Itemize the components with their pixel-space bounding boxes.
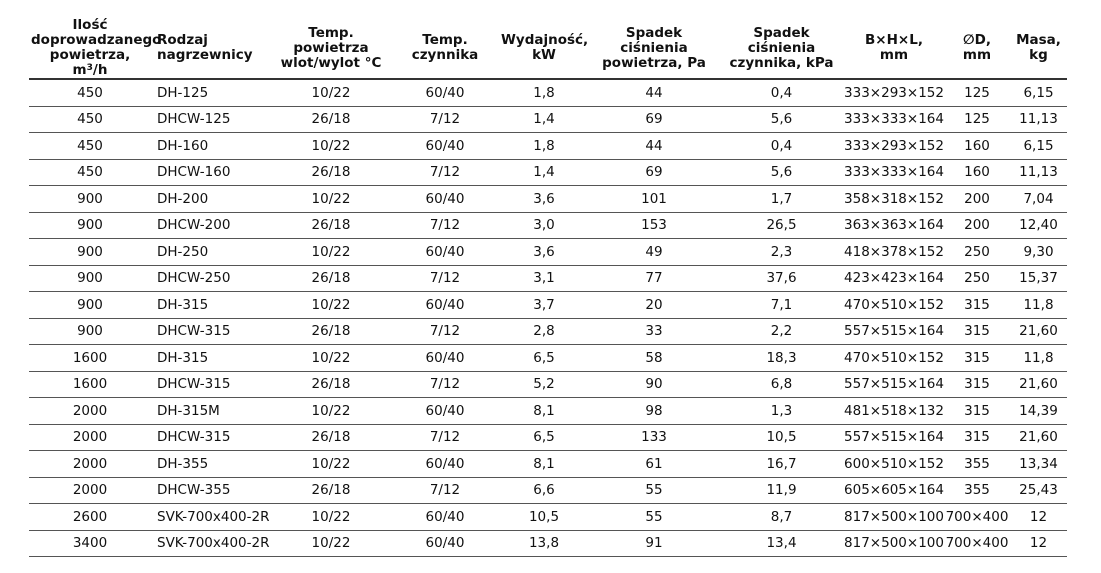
cell-heater-type: DHCW-355 <box>151 477 271 504</box>
cell-capacity: 1,8 <box>499 79 589 106</box>
cell-heater-type: DH-250 <box>151 239 271 266</box>
cell-capacity: 10,5 <box>499 504 589 531</box>
header-heater-type-line1: Rodzaj <box>157 32 208 48</box>
cell-air-temp: 10/22 <box>271 186 391 213</box>
cell-dimensions: 605×605×164 <box>844 477 944 504</box>
cell-medium-temp: 60/40 <box>391 79 499 106</box>
header-air-volume-line2: doprowadzanego <box>31 32 162 48</box>
cell-heater-type: DHCW-315 <box>151 424 271 451</box>
cell-air-volume: 900 <box>29 212 151 239</box>
header-mass <box>1010 18 1067 79</box>
table-row <box>29 239 1067 266</box>
cell-heater-type: SVK-700x400-2R <box>151 504 271 531</box>
table-header-row <box>29 18 1067 79</box>
cell-mass: 11,8 <box>1010 345 1067 372</box>
table-row <box>29 79 1067 106</box>
table-row <box>29 265 1067 292</box>
table-row <box>29 212 1067 239</box>
cell-diameter: 355 <box>944 451 1010 478</box>
cell-medium-pressure-drop: 37,6 <box>719 265 844 292</box>
cell-mass: 6,15 <box>1010 133 1067 160</box>
cell-air-pressure-drop: 44 <box>589 79 719 106</box>
cell-heater-type: DH-125 <box>151 79 271 106</box>
table-body <box>29 79 1067 557</box>
header-medium-pressure-drop <box>719 18 844 79</box>
cell-diameter: 250 <box>944 265 1010 292</box>
heater-spec-table-container <box>29 18 1067 557</box>
cell-air-temp: 10/22 <box>271 398 391 425</box>
table-row <box>29 345 1067 372</box>
cell-dimensions: 817×500×100 <box>844 530 944 557</box>
cell-mass: 9,30 <box>1010 239 1067 266</box>
header-air-pressure-drop-line1: Spadek ciśnienia <box>620 24 688 56</box>
cell-capacity: 1,4 <box>499 106 589 133</box>
header-medium-pressure-drop-line1: Spadek ciśnienia <box>747 24 816 56</box>
cell-diameter: 355 <box>944 477 1010 504</box>
cell-medium-pressure-drop: 11,9 <box>719 477 844 504</box>
cell-air-pressure-drop: 153 <box>589 212 719 239</box>
cell-capacity: 3,1 <box>499 265 589 292</box>
cell-air-temp: 26/18 <box>271 318 391 345</box>
cell-capacity: 6,6 <box>499 477 589 504</box>
table-row <box>29 398 1067 425</box>
header-air-pressure-drop <box>589 18 719 79</box>
cell-air-pressure-drop: 20 <box>589 292 719 319</box>
cell-mass: 21,60 <box>1010 318 1067 345</box>
cell-diameter: 315 <box>944 424 1010 451</box>
cell-air-temp: 26/18 <box>271 106 391 133</box>
cell-dimensions: 817×500×100 <box>844 504 944 531</box>
cell-diameter: 700×400 <box>944 530 1010 557</box>
cell-medium-temp: 7/12 <box>391 159 499 186</box>
cell-medium-pressure-drop: 2,3 <box>719 239 844 266</box>
cell-medium-temp: 60/40 <box>391 398 499 425</box>
cell-medium-pressure-drop: 5,6 <box>719 159 844 186</box>
header-air-temp-line2: powietrza <box>293 39 369 56</box>
cell-diameter: 160 <box>944 159 1010 186</box>
cell-diameter: 160 <box>944 133 1010 160</box>
cell-air-volume: 900 <box>29 292 151 319</box>
header-medium-temp-line1: Temp. <box>422 32 468 48</box>
cell-air-pressure-drop: 77 <box>589 265 719 292</box>
cell-capacity: 6,5 <box>499 424 589 451</box>
cell-capacity: 6,5 <box>499 345 589 372</box>
cell-medium-temp: 7/12 <box>391 318 499 345</box>
cell-air-temp: 26/18 <box>271 371 391 398</box>
heater-spec-table <box>29 18 1067 557</box>
cell-air-volume: 1600 <box>29 345 151 372</box>
cell-medium-pressure-drop: 16,7 <box>719 451 844 478</box>
cell-air-temp: 10/22 <box>271 133 391 160</box>
cell-mass: 11,8 <box>1010 292 1067 319</box>
cell-medium-temp: 7/12 <box>391 212 499 239</box>
cell-dimensions: 333×333×164 <box>844 106 944 133</box>
cell-dimensions: 333×333×164 <box>844 159 944 186</box>
header-air-volume <box>29 17 162 79</box>
cell-medium-temp: 7/12 <box>391 477 499 504</box>
header-air-temp-line1: Temp. <box>308 24 354 41</box>
cell-medium-pressure-drop: 1,7 <box>719 186 844 213</box>
cell-air-volume: 2000 <box>29 398 151 425</box>
cell-air-volume: 900 <box>29 265 151 292</box>
cell-dimensions: 333×293×152 <box>844 79 944 106</box>
cell-heater-type: DH-315M <box>151 398 271 425</box>
cell-medium-temp: 60/40 <box>391 451 499 478</box>
cell-medium-temp: 7/12 <box>391 424 499 451</box>
header-mass-line1: Masa, <box>1016 32 1061 48</box>
cell-heater-type: DH-315 <box>151 345 271 372</box>
cell-medium-temp: 60/40 <box>391 504 499 531</box>
table-row <box>29 371 1067 398</box>
header-air-volume-sup: 3 <box>86 63 93 73</box>
cell-air-temp: 26/18 <box>271 477 391 504</box>
cell-medium-temp: 60/40 <box>391 292 499 319</box>
cell-dimensions: 557×515×164 <box>844 318 944 345</box>
table-row <box>29 133 1067 160</box>
cell-medium-pressure-drop: 0,4 <box>719 79 844 106</box>
cell-air-volume: 450 <box>29 79 151 106</box>
table-row <box>29 159 1067 186</box>
cell-diameter: 250 <box>944 239 1010 266</box>
cell-capacity: 3,0 <box>499 212 589 239</box>
cell-air-pressure-drop: 61 <box>589 451 719 478</box>
cell-diameter: 125 <box>944 79 1010 106</box>
cell-dimensions: 333×293×152 <box>844 133 944 160</box>
cell-capacity: 3,6 <box>499 239 589 266</box>
header-air-volume-line1: Ilość <box>72 17 108 33</box>
header-medium-pressure-drop-line2: czynnika, kPa <box>729 54 834 71</box>
cell-air-pressure-drop: 49 <box>589 239 719 266</box>
table-row <box>29 424 1067 451</box>
header-heater-type <box>151 18 271 79</box>
cell-air-volume: 2000 <box>29 477 151 504</box>
cell-air-volume: 2000 <box>29 451 151 478</box>
cell-dimensions: 481×518×132 <box>844 398 944 425</box>
cell-medium-temp: 60/40 <box>391 239 499 266</box>
cell-medium-pressure-drop: 1,3 <box>719 398 844 425</box>
cell-air-volume: 900 <box>29 186 151 213</box>
header-heater-type-line2: nagrzewnicy <box>157 47 253 63</box>
cell-heater-type: DHCW-250 <box>151 265 271 292</box>
cell-mass: 21,60 <box>1010 424 1067 451</box>
cell-heater-type: DHCW-315 <box>151 318 271 345</box>
cell-air-volume: 1600 <box>29 371 151 398</box>
table-row <box>29 186 1067 213</box>
cell-air-pressure-drop: 44 <box>589 133 719 160</box>
cell-air-temp: 10/22 <box>271 79 391 106</box>
cell-diameter: 315 <box>944 292 1010 319</box>
header-air-volume-line3b: /h <box>92 62 108 78</box>
cell-dimensions: 470×510×152 <box>844 345 944 372</box>
cell-mass: 12 <box>1010 504 1067 531</box>
cell-heater-type: DHCW-125 <box>151 106 271 133</box>
cell-medium-pressure-drop: 2,2 <box>719 318 844 345</box>
table-row <box>29 451 1067 478</box>
cell-capacity: 2,8 <box>499 318 589 345</box>
cell-diameter: 200 <box>944 212 1010 239</box>
header-air-pressure-drop-line2: powietrza, Pa <box>602 54 706 71</box>
cell-medium-temp: 7/12 <box>391 371 499 398</box>
cell-air-pressure-drop: 69 <box>589 159 719 186</box>
cell-air-pressure-drop: 101 <box>589 186 719 213</box>
cell-mass: 11,13 <box>1010 159 1067 186</box>
cell-diameter: 315 <box>944 398 1010 425</box>
cell-air-volume: 3400 <box>29 530 151 557</box>
table-row <box>29 477 1067 504</box>
cell-medium-pressure-drop: 5,6 <box>719 106 844 133</box>
cell-heater-type: DH-160 <box>151 133 271 160</box>
cell-medium-pressure-drop: 10,5 <box>719 424 844 451</box>
header-capacity <box>499 18 589 79</box>
cell-air-pressure-drop: 91 <box>589 530 719 557</box>
cell-mass: 14,39 <box>1010 398 1067 425</box>
header-medium-temp <box>391 18 499 79</box>
cell-mass: 13,34 <box>1010 451 1067 478</box>
cell-mass: 12,40 <box>1010 212 1067 239</box>
cell-medium-pressure-drop: 7,1 <box>719 292 844 319</box>
cell-air-temp: 26/18 <box>271 159 391 186</box>
cell-air-pressure-drop: 133 <box>589 424 719 451</box>
cell-air-volume: 2600 <box>29 504 151 531</box>
cell-air-volume: 450 <box>29 106 151 133</box>
header-dimensions-line1: B×H×L, <box>865 32 923 48</box>
cell-medium-pressure-drop: 13,4 <box>719 530 844 557</box>
cell-air-volume: 900 <box>29 239 151 266</box>
cell-diameter: 125 <box>944 106 1010 133</box>
cell-diameter: 200 <box>944 186 1010 213</box>
cell-capacity: 8,1 <box>499 451 589 478</box>
table-row <box>29 530 1067 557</box>
cell-air-temp: 26/18 <box>271 265 391 292</box>
cell-diameter: 315 <box>944 318 1010 345</box>
cell-dimensions: 363×363×164 <box>844 212 944 239</box>
cell-air-pressure-drop: 55 <box>589 477 719 504</box>
cell-heater-type: SVK-700x400-2R <box>151 530 271 557</box>
header-capacity-line1: Wydajność, <box>501 32 589 48</box>
cell-dimensions: 423×423×164 <box>844 265 944 292</box>
cell-heater-type: DH-315 <box>151 292 271 319</box>
cell-air-pressure-drop: 58 <box>589 345 719 372</box>
cell-mass: 11,13 <box>1010 106 1067 133</box>
cell-medium-temp: 60/40 <box>391 133 499 160</box>
cell-air-pressure-drop: 69 <box>589 106 719 133</box>
cell-capacity: 1,8 <box>499 133 589 160</box>
cell-air-temp: 26/18 <box>271 424 391 451</box>
cell-medium-pressure-drop: 18,3 <box>719 345 844 372</box>
cell-air-temp: 10/22 <box>271 292 391 319</box>
table-row <box>29 318 1067 345</box>
cell-air-pressure-drop: 90 <box>589 371 719 398</box>
cell-air-temp: 10/22 <box>271 530 391 557</box>
cell-capacity: 3,7 <box>499 292 589 319</box>
cell-medium-temp: 7/12 <box>391 106 499 133</box>
cell-medium-temp: 60/40 <box>391 530 499 557</box>
cell-heater-type: DH-200 <box>151 186 271 213</box>
cell-medium-pressure-drop: 0,4 <box>719 133 844 160</box>
cell-heater-type: DHCW-160 <box>151 159 271 186</box>
header-air-temp <box>271 18 391 79</box>
cell-air-pressure-drop: 33 <box>589 318 719 345</box>
cell-medium-pressure-drop: 6,8 <box>719 371 844 398</box>
cell-mass: 21,60 <box>1010 371 1067 398</box>
cell-dimensions: 418×378×152 <box>844 239 944 266</box>
cell-air-volume: 2000 <box>29 424 151 451</box>
cell-air-temp: 10/22 <box>271 504 391 531</box>
cell-mass: 15,37 <box>1010 265 1067 292</box>
cell-capacity: 8,1 <box>499 398 589 425</box>
cell-mass: 7,04 <box>1010 186 1067 213</box>
cell-mass: 25,43 <box>1010 477 1067 504</box>
table-row <box>29 292 1067 319</box>
cell-capacity: 3,6 <box>499 186 589 213</box>
cell-mass: 12 <box>1010 530 1067 557</box>
cell-mass: 6,15 <box>1010 79 1067 106</box>
cell-air-temp: 26/18 <box>271 212 391 239</box>
cell-air-pressure-drop: 98 <box>589 398 719 425</box>
cell-medium-temp: 7/12 <box>391 265 499 292</box>
header-mass-line2: kg <box>1029 47 1048 63</box>
cell-dimensions: 358×318×152 <box>844 186 944 213</box>
cell-diameter: 315 <box>944 345 1010 372</box>
header-dimensions <box>844 18 944 79</box>
cell-heater-type: DHCW-200 <box>151 212 271 239</box>
header-air-volume-line3: powietrza, m <box>49 47 131 78</box>
cell-air-temp: 10/22 <box>271 239 391 266</box>
cell-medium-pressure-drop: 8,7 <box>719 504 844 531</box>
cell-diameter: 700×400 <box>944 504 1010 531</box>
cell-dimensions: 470×510×152 <box>844 292 944 319</box>
header-diameter-line2: mm <box>962 47 992 63</box>
cell-air-temp: 10/22 <box>271 451 391 478</box>
cell-air-volume: 450 <box>29 159 151 186</box>
cell-heater-type: DHCW-315 <box>151 371 271 398</box>
cell-dimensions: 557×515×164 <box>844 371 944 398</box>
cell-heater-type: DH-355 <box>151 451 271 478</box>
cell-air-volume: 900 <box>29 318 151 345</box>
header-dimensions-line2: mm <box>879 47 909 63</box>
cell-capacity: 1,4 <box>499 159 589 186</box>
cell-medium-temp: 60/40 <box>391 186 499 213</box>
cell-air-volume: 450 <box>29 133 151 160</box>
cell-dimensions: 557×515×164 <box>844 424 944 451</box>
header-air-temp-line3: wlot/wylot °C <box>280 54 382 71</box>
header-capacity-line2: kW <box>532 47 556 63</box>
cell-air-pressure-drop: 55 <box>589 504 719 531</box>
header-medium-temp-line2: czynnika <box>411 47 479 63</box>
table-row <box>29 106 1067 133</box>
header-diameter-line1: ∅D, <box>963 32 991 48</box>
cell-dimensions: 600×510×152 <box>844 451 944 478</box>
cell-diameter: 315 <box>944 371 1010 398</box>
cell-medium-temp: 60/40 <box>391 345 499 372</box>
header-diameter <box>944 18 1010 79</box>
cell-medium-pressure-drop: 26,5 <box>719 212 844 239</box>
cell-air-temp: 10/22 <box>271 345 391 372</box>
cell-capacity: 5,2 <box>499 371 589 398</box>
cell-capacity: 13,8 <box>499 530 589 557</box>
table-row <box>29 504 1067 531</box>
